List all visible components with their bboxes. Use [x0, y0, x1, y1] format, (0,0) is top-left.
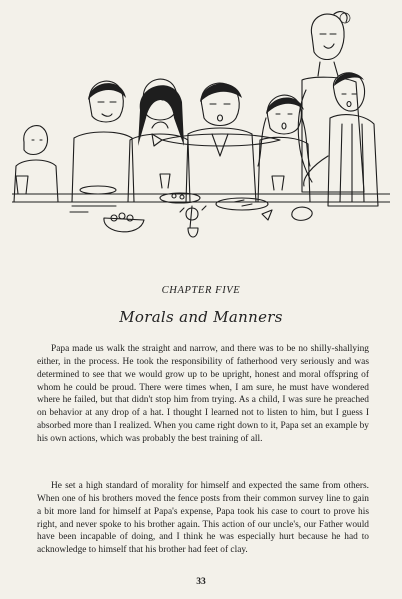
right-boy-figure	[304, 73, 378, 206]
small-child-figure	[14, 126, 58, 202]
family-dinner-illustration	[12, 6, 390, 268]
mother-figure	[298, 12, 364, 192]
left-boy-figure	[72, 81, 134, 202]
body-paragraph-1: Papa made us walk the straight and narrow, and there was to be no shilly-shallying either, in the process. He took the responsibility of fatherhood very seriously and was determined to see that we would grow up to be upright, honest and moral offspring of whom he could be proud. There were times when, I am sure, he must have wondered where he failed, but that didn't stop him from trying. As a child, I was sure he preached on behavior at any drop of a hat. I thought I learned not to listen to him, but I guess I absorbed more than I realized. When you came right down to it, Papa set an example by his own actions, which was probably the best training of all.	[37, 344, 369, 444]
eating-girl-figure	[128, 79, 190, 202]
body-paragraph-2: He set a high standard of morality for himself and expected the same from others. When one of his brothers moved the fence posts from their common survey line to gain a bit more land for himself at Papa's expense, Papa took his case to court to prove his right, and never spoke to his brother again. This action of our uncle's, our Father would have been incapable of doing, and I think he was especially hurt because he had to acknowledge to himself that his brother had feet of clay.	[37, 481, 369, 556]
page-number: 33	[196, 577, 206, 587]
chapter-title: Morals and Manners	[119, 308, 283, 326]
chapter-label: CHAPTER FIVE	[161, 285, 241, 296]
